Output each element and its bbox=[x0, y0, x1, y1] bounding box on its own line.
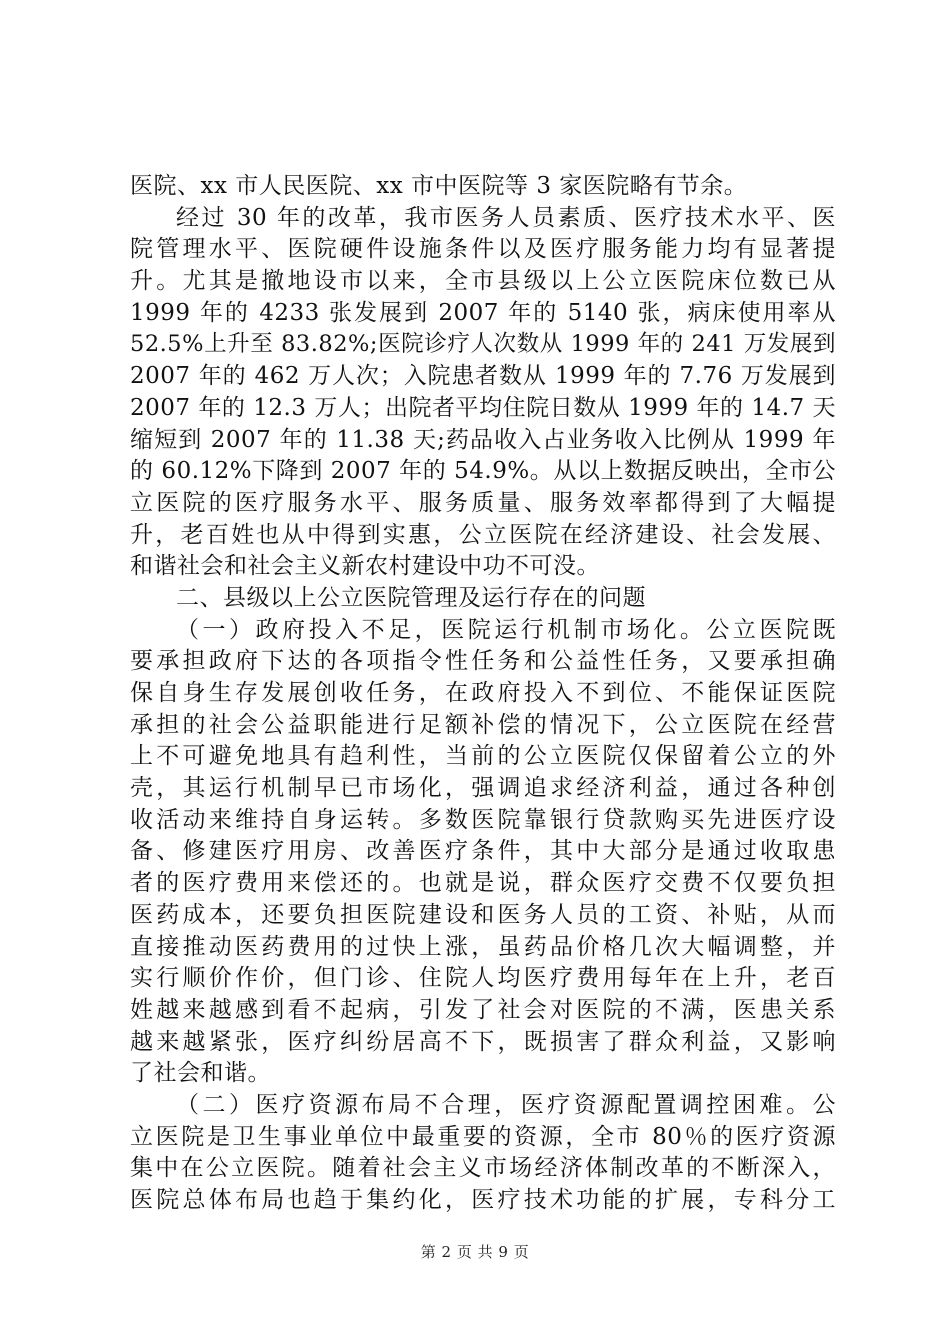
text-line: 院管理水平、医院硬件设施条件以及医疗服务能力均有显著提 bbox=[130, 236, 836, 263]
text-line: 升，老百姓也从中得到实惠，公立医院在经济建设、社会发展、 bbox=[130, 521, 836, 548]
text-line: 承担的社会公益职能进行足额补偿的情况下，公立医院在经营 bbox=[130, 711, 836, 738]
text-line: 保自身生存发展创收任务，在政府投入不到位、不能保证医院 bbox=[130, 680, 836, 706]
text-line: 立医院是卫生事业单位中最重要的资源，全市 80％的医疗资源 bbox=[130, 1123, 836, 1150]
text-line: 的 60.12%下降到 2007 年的 54.9%。从以上数据反映出，全市公 bbox=[130, 458, 836, 485]
text-line: 实行顺价作价，但门诊、住院人均医疗费用每年在上升，老百 bbox=[130, 965, 836, 992]
text-line: 立医院的医疗服务水平、服务质量、服务效率都得到了大幅提 bbox=[130, 489, 836, 516]
text-line: 者的医疗费用来偿还的。也就是说，群众医疗交费不仅要负担 bbox=[130, 870, 836, 897]
text-line: 经过 30 年的改革，我市医务人员素质、医疗技术水平、医 bbox=[176, 204, 836, 231]
text-line: 了社会和谐。 bbox=[130, 1060, 271, 1087]
text-line: 缩短到 2007 年的 11.38 天;药品收入占业务收入比例从 1999 年 bbox=[130, 426, 836, 453]
text-line: 壳，其运行机制早已市场化，强调追求经济利益，通过各种创 bbox=[130, 775, 836, 802]
text-line: 越来越紧张，医疗纠纷居高不下，既损害了群众利益，又影响 bbox=[130, 1028, 836, 1055]
text-line: 上不可避免地具有趋利性，当前的公立医院仅保留着公立的外 bbox=[130, 743, 836, 770]
text-line: 52.5%上升至 83.82%;医院诊疗人次数从 1999 年的 241 万发展到 bbox=[130, 331, 836, 358]
text-line: 医院、xx 市人民医院、xx 市中医院等 3 家医院略有节余。 bbox=[130, 173, 748, 199]
text-line: 姓越来越感到看不起病，引发了社会对医院的不满，医患关系 bbox=[130, 996, 836, 1023]
text-line: 2007 年的 462 万人次；入院患者数从 1999 年的 7.76 万发展到 bbox=[130, 363, 836, 390]
text-line: 备、修建医疗用房、改善医疗条件，其中大部分是通过收取患 bbox=[130, 838, 836, 865]
text-line: 收活动来维持自身运转。多数医院靠银行贷款购买先进医疗设 bbox=[130, 806, 836, 833]
text-line: 和谐社会和社会主义新农村建设中功不可没。 bbox=[130, 553, 600, 580]
text-line: （二）医疗资源布局不合理，医疗资源配置调控困难。公 bbox=[176, 1091, 836, 1118]
text-line: 二、县级以上公立医院管理及运行存在的问题 bbox=[176, 584, 646, 611]
text-line: 医院总体布局也趋于集约化，医疗技术功能的扩展，专科分工 bbox=[130, 1187, 836, 1213]
text-line: 2007 年的 12.3 万人；出院者平均住院日数从 1999 年的 14.7 天 bbox=[130, 394, 836, 421]
text-line: 医药成本，还要负担医院建设和医务人员的工资、补贴，从而 bbox=[130, 901, 836, 928]
text-line: 升。尤其是撤地设市以来，全市县级以上公立医院床位数已从 bbox=[130, 268, 836, 295]
page-footer: 第 2 页 共 9 页 bbox=[420, 1243, 530, 1261]
document-body bbox=[130, 171, 836, 1217]
text-line: （一）政府投入不足，医院运行机制市场化。公立医院既 bbox=[176, 616, 836, 643]
text-line: 集中在公立医院。随着社会主义市场经济体制改革的不断深入， bbox=[130, 1155, 836, 1182]
text-line: 1999 年的 4233 张发展到 2007 年的 5140 张，病床使用率从 bbox=[130, 299, 836, 326]
text-line: 直接推动医药费用的过快上涨，虽药品价格几次大幅调整，并 bbox=[130, 933, 836, 960]
text-line: 要承担政府下达的各项指令性任务和公益性任务，又要承担确 bbox=[130, 648, 836, 675]
